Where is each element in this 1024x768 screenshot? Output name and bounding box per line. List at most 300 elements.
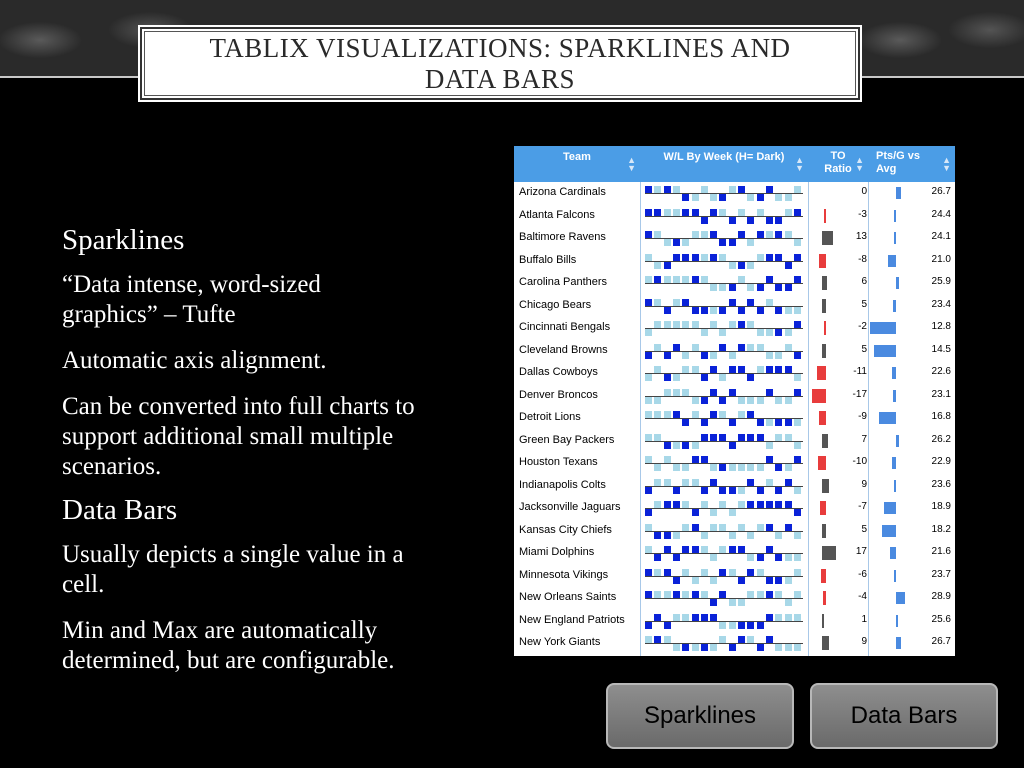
sparkline-mark — [747, 217, 754, 224]
sparkline-mark — [673, 276, 680, 283]
table-row — [514, 227, 955, 250]
team-name: New England Patriots — [519, 613, 625, 626]
sparkline-mark — [775, 464, 782, 471]
sparkline-mark — [766, 366, 773, 373]
sparkline-mark — [673, 614, 680, 621]
sparkline-mark — [729, 569, 736, 576]
sparkline-mark — [785, 397, 792, 404]
sparkline-mark — [766, 479, 773, 486]
to-ratio-value: 5 — [861, 523, 867, 535]
sparkline-mark — [766, 231, 773, 238]
winloss-sparkline — [645, 635, 803, 651]
pts-bar — [896, 435, 899, 447]
pts-bar — [896, 592, 905, 604]
sparkline-mark — [794, 352, 801, 359]
sparkline-mark — [729, 366, 736, 373]
to-ratio-bar — [822, 479, 829, 493]
sparkline-mark — [664, 389, 671, 396]
sparkline-mark — [775, 554, 782, 561]
sparkline-mark — [766, 186, 773, 193]
sparkline-mark — [673, 487, 680, 494]
sparkline-mark — [747, 532, 754, 539]
sparkline-mark — [645, 276, 652, 283]
sparkline-mark — [757, 209, 764, 216]
sparkline-mark — [710, 479, 717, 486]
sparkline-mark — [710, 577, 717, 584]
table-row — [514, 587, 955, 610]
sparkline-mark — [766, 456, 773, 463]
sparkline-mark — [710, 284, 717, 291]
databars-button[interactable]: Data Bars — [810, 683, 998, 749]
pts-value: 22.6 — [931, 366, 951, 377]
sparkline-mark — [738, 366, 745, 373]
team-name: Kansas City Chiefs — [519, 523, 612, 536]
sparkline-mark — [785, 599, 792, 606]
sparkline-mark — [747, 194, 754, 201]
to-ratio-bar — [812, 389, 826, 403]
team-name: New York Giants — [519, 636, 601, 648]
sparkline-mark — [710, 307, 717, 314]
sparkline-mark — [664, 374, 671, 381]
pts-bar — [874, 345, 896, 357]
sparkline-mark — [747, 434, 754, 441]
sparkline-mark — [775, 284, 782, 291]
team-name: Carolina Panthers — [519, 276, 608, 288]
team-name: Atlanta Falcons — [519, 208, 595, 221]
sparkline-mark — [738, 636, 745, 643]
winloss-sparkline — [645, 365, 803, 381]
pts-value: 25.9 — [931, 276, 951, 287]
sparkline-mark — [664, 569, 671, 576]
sparkline-mark — [794, 389, 801, 396]
sparkline-mark — [729, 239, 736, 246]
pts-bar — [893, 300, 896, 312]
header-to[interactable] — [808, 146, 868, 182]
sparkline-mark — [794, 186, 801, 193]
sparkline-mark — [682, 569, 689, 576]
table-row — [514, 362, 955, 385]
sparkline-mark — [664, 321, 671, 328]
sparkline-mark — [785, 577, 792, 584]
to-ratio-value: -8 — [858, 253, 867, 265]
pts-value: 23.6 — [931, 478, 951, 490]
sparkline-mark — [682, 614, 689, 621]
databars-single-value-text — [62, 540, 502, 600]
sparkline-mark — [794, 254, 801, 261]
sparkline-mark — [794, 591, 801, 598]
sparkline-mark — [673, 554, 680, 561]
sparkline-mark — [673, 186, 680, 193]
sparkline-mark — [664, 239, 671, 246]
sparkline-mark — [682, 546, 689, 553]
team-name: Dallas Cowboys — [519, 366, 598, 378]
sparkline-mark — [692, 209, 699, 216]
sparkline-mark — [654, 344, 661, 351]
sparkline-mark — [785, 209, 792, 216]
sparkline-mark — [757, 194, 764, 201]
sparkline-mark — [757, 284, 764, 291]
sparkline-mark — [785, 554, 792, 561]
sparkline-mark — [645, 569, 652, 576]
sparkline-mark — [719, 397, 726, 404]
to-ratio-value: 6 — [861, 276, 867, 287]
sparkline-mark — [775, 577, 782, 584]
sparkline-mark — [747, 344, 754, 351]
title-box — [138, 25, 862, 102]
sparkline-mark — [719, 464, 726, 471]
pts-bar — [896, 615, 898, 627]
pts-bar — [890, 547, 897, 559]
to-ratio-bar — [822, 276, 827, 290]
sparkline-mark — [747, 554, 754, 561]
team-name: Cincinnati Bengals — [519, 321, 611, 333]
team-name: Buffalo Bills — [519, 253, 577, 266]
to-ratio-bar — [822, 299, 826, 313]
to-ratio-bar — [824, 209, 826, 223]
header-wl[interactable] — [640, 146, 808, 182]
sparkline-mark — [757, 329, 764, 336]
sparkline-mark — [710, 524, 717, 531]
sparkline-mark — [701, 532, 708, 539]
sparkline-mark — [692, 366, 699, 373]
to-ratio-value: -7 — [858, 501, 867, 512]
to-ratio-bar — [823, 591, 826, 605]
sparkline-mark — [738, 344, 745, 351]
sparkline-mark — [645, 487, 652, 494]
sparkline-mark — [692, 231, 699, 238]
sparkline-mark — [664, 442, 671, 449]
sparkline-mark — [673, 389, 680, 396]
sparkline-mark — [654, 411, 661, 418]
sparkline-mark — [775, 644, 782, 651]
to-ratio-value: 5 — [861, 298, 867, 310]
sparkline-mark — [757, 554, 764, 561]
sparkline-mark — [719, 329, 726, 336]
team-name: Denver Broncos — [519, 388, 598, 401]
sparkline-mark — [701, 569, 708, 576]
sparkline-mark — [794, 307, 801, 314]
sparkline-mark — [794, 239, 801, 246]
sparkline-mark — [729, 442, 736, 449]
sparkline-mark — [710, 599, 717, 606]
sparkline-axis — [645, 598, 803, 599]
sparkline-mark — [785, 284, 792, 291]
sparkline-mark — [794, 442, 801, 449]
sparkline-mark — [719, 487, 726, 494]
table-row — [514, 182, 955, 205]
sparkline-mark — [692, 577, 699, 584]
sparkline-mark — [645, 299, 652, 306]
sparkline-axis — [645, 508, 803, 509]
sparkline-mark — [701, 546, 708, 553]
table-row — [514, 610, 955, 633]
sparkline-mark — [710, 254, 717, 261]
sparkline-mark — [664, 209, 671, 216]
sparkline-mark — [757, 366, 764, 373]
sparkline-mark — [692, 321, 699, 328]
sparkline-mark — [785, 644, 792, 651]
sparkline-mark — [673, 321, 680, 328]
sparkline-mark — [682, 419, 689, 426]
sparkline-mark — [747, 239, 754, 246]
sparkline-mark — [645, 209, 652, 216]
header-wl-label: W/L By Week (H= Dark) — [663, 151, 785, 163]
sparkline-mark — [673, 239, 680, 246]
pts-bar — [896, 277, 899, 289]
sparkline-mark — [701, 434, 708, 441]
pts-bar — [884, 502, 896, 514]
sparkline-mark — [747, 299, 754, 306]
to-ratio-value: -17 — [852, 388, 867, 400]
header-pts[interactable] — [868, 146, 955, 182]
pts-bar — [896, 187, 901, 199]
sparkline-mark — [692, 524, 699, 531]
sparkline-mark — [766, 299, 773, 306]
sparkline-mark — [682, 321, 689, 328]
pts-bar — [870, 322, 896, 334]
sparkline-mark — [673, 501, 680, 508]
sparkline-mark — [757, 622, 764, 629]
pts-bar — [882, 525, 896, 537]
sparkline-mark — [645, 546, 652, 553]
sparkline-mark — [692, 591, 699, 598]
sort-icon[interactable]: ▲ ▼ — [627, 155, 636, 173]
sparkline-mark — [729, 622, 736, 629]
sparklines-quote-line2: graphics” – Tufte — [62, 301, 236, 328]
sparkline-mark — [654, 299, 661, 306]
sparkline-mark — [682, 464, 689, 471]
sparkline-mark — [673, 577, 680, 584]
sparkline-mark — [654, 262, 661, 269]
team-name: Arizona Cardinals — [519, 186, 606, 198]
to-ratio-bar — [822, 524, 826, 538]
sparkline-mark — [701, 217, 708, 224]
sparkline-mark — [654, 532, 661, 539]
sparkline-mark — [766, 217, 773, 224]
sparkline-mark — [794, 554, 801, 561]
sparkline-mark — [673, 254, 680, 261]
sparkline-mark — [785, 231, 792, 238]
to-ratio-value: -9 — [858, 411, 867, 422]
sparkline-mark — [794, 487, 801, 494]
sparkline-mark — [719, 636, 726, 643]
sparklines-button[interactable]: Sparklines — [606, 683, 794, 749]
sparkline-mark — [719, 622, 726, 629]
sparkline-mark — [692, 344, 699, 351]
sparkline-mark — [673, 464, 680, 471]
sparkline-mark — [766, 419, 773, 426]
sparkline-mark — [664, 622, 671, 629]
pts-value: 21.0 — [931, 253, 951, 265]
sparkline-mark — [785, 262, 792, 269]
sparkline-mark — [757, 501, 764, 508]
sparkline-mark — [645, 397, 652, 404]
sparkline-mark — [719, 284, 726, 291]
header-team[interactable] — [514, 146, 640, 182]
sparkline-mark — [664, 456, 671, 463]
pts-value: 21.6 — [931, 546, 951, 557]
sparklines-heading: Sparklines — [62, 224, 185, 256]
sparkline-mark — [645, 352, 652, 359]
to-ratio-value: 9 — [861, 636, 867, 647]
to-ratio-bar — [822, 636, 829, 650]
sparkline-mark — [738, 209, 745, 216]
sparkline-mark — [785, 434, 792, 441]
header-to-line2: Ratio — [824, 163, 852, 175]
sparkline-mark — [692, 411, 699, 418]
pts-value: 25.6 — [931, 613, 951, 625]
to-ratio-value: -4 — [858, 591, 867, 602]
sort-icon[interactable]: ▲ ▼ — [942, 155, 951, 173]
winloss-sparkline — [645, 253, 803, 269]
sparkline-mark — [719, 254, 726, 261]
sparkline-mark — [654, 464, 661, 471]
sparkline-mark — [654, 276, 661, 283]
sparkline-mark — [645, 636, 652, 643]
sparkline-mark — [729, 419, 736, 426]
sparkline-mark — [710, 509, 717, 516]
table-header — [514, 146, 955, 182]
sparkline-mark — [757, 397, 764, 404]
sparkline-mark — [785, 524, 792, 531]
sparkline-mark — [757, 644, 764, 651]
sparkline-mark — [645, 456, 652, 463]
sparkline-mark — [766, 636, 773, 643]
sparkline-mark — [701, 352, 708, 359]
team-name: New Orleans Saints — [519, 591, 617, 603]
sparkline-mark — [682, 366, 689, 373]
sparkline-mark — [664, 186, 671, 193]
sparkline-mark — [664, 411, 671, 418]
sparkline-mark — [747, 321, 754, 328]
sparkline-mark — [757, 231, 764, 238]
sparkline-mark — [645, 186, 652, 193]
slide-title-line2: DATA BARS — [424, 64, 576, 94]
to-ratio-value: -2 — [858, 321, 867, 332]
sparkline-mark — [729, 644, 736, 651]
sparkline-mark — [673, 532, 680, 539]
sparkline-mark — [654, 321, 661, 328]
sparkline-mark — [692, 397, 699, 404]
sparklines-convert-text — [62, 392, 502, 482]
sparkline-mark — [701, 419, 708, 426]
winloss-sparkline — [645, 545, 803, 561]
sparkline-mark — [682, 644, 689, 651]
winloss-sparkline — [645, 275, 803, 291]
to-ratio-bar — [819, 254, 826, 268]
sparkline-mark — [775, 419, 782, 426]
sparkline-mark — [738, 546, 745, 553]
sparkline-mark — [701, 254, 708, 261]
sparkline-mark — [664, 501, 671, 508]
sparkline-mark — [645, 411, 652, 418]
sparkline-mark — [747, 591, 754, 598]
to-ratio-bar — [819, 411, 826, 425]
sparkline-mark — [719, 434, 726, 441]
databars-line3: Min and Max are automatically — [62, 617, 378, 644]
sparkline-mark — [654, 591, 661, 598]
sparkline-mark — [701, 186, 708, 193]
sort-icon[interactable]: ▲ ▼ — [795, 155, 804, 173]
sparkline-mark — [766, 501, 773, 508]
sparkline-mark — [785, 329, 792, 336]
sparklines-convert-line3: scenarios. — [62, 453, 162, 480]
pts-bar — [894, 232, 896, 244]
sparkline-mark — [785, 344, 792, 351]
sparkline-mark — [664, 479, 671, 486]
sparkline-mark — [645, 329, 652, 336]
sparkline-mark — [701, 307, 708, 314]
sparkline-mark — [654, 366, 661, 373]
sparkline-mark — [766, 524, 773, 531]
winloss-sparkline — [645, 208, 803, 224]
sparkline-mark — [738, 186, 745, 193]
sparkline-mark — [775, 254, 782, 261]
sparklines-quote-line1: “Data intense, word-sized — [62, 271, 321, 298]
sparkline-mark — [710, 644, 717, 651]
sparkline-mark — [701, 614, 708, 621]
sparkline-mark — [775, 532, 782, 539]
sparkline-mark — [757, 344, 764, 351]
table-row — [514, 317, 955, 340]
pts-bar — [888, 255, 896, 267]
sparkline-mark — [775, 366, 782, 373]
sparkline-mark — [757, 591, 764, 598]
team-name: Houston Texans — [519, 456, 598, 468]
sparkline-mark — [673, 344, 680, 351]
sparkline-mark — [785, 194, 792, 201]
sparkline-mark — [682, 524, 689, 531]
sparkline-mark — [729, 532, 736, 539]
to-ratio-bar — [822, 344, 826, 358]
sparkline-mark — [785, 479, 792, 486]
sparkline-mark — [757, 464, 764, 471]
sparkline-mark — [729, 464, 736, 471]
sparkline-mark — [757, 307, 764, 314]
sparkline-mark — [645, 374, 652, 381]
sparkline-mark — [710, 209, 717, 216]
sparkline-mark — [738, 622, 745, 629]
sparkline-mark — [654, 636, 661, 643]
pts-bar — [879, 412, 896, 424]
sparkline-mark — [738, 524, 745, 531]
sparkline-mark — [738, 231, 745, 238]
pts-bar — [893, 390, 896, 402]
sparkline-mark — [738, 434, 745, 441]
sparkline-mark — [775, 591, 782, 598]
pts-value: 28.9 — [931, 591, 951, 602]
winloss-sparkline — [645, 590, 803, 606]
sparkline-mark — [654, 479, 661, 486]
sort-icon[interactable]: ▲ ▼ — [855, 155, 864, 173]
sparkline-mark — [794, 209, 801, 216]
sparkline-mark — [794, 644, 801, 651]
sparkline-mark — [701, 397, 708, 404]
header-pts-line2: Avg — [876, 163, 897, 175]
pts-value: 18.9 — [931, 501, 951, 512]
sparkline-mark — [664, 532, 671, 539]
sparkline-mark — [794, 569, 801, 576]
databars-line2: cell. — [62, 571, 105, 598]
sparkline-mark — [645, 434, 652, 441]
slide-title — [140, 33, 860, 95]
sparkline-mark — [664, 591, 671, 598]
winloss-sparkline — [645, 410, 803, 426]
sparkline-mark — [757, 524, 764, 531]
table-row — [514, 250, 955, 273]
sparkline-mark — [785, 366, 792, 373]
sparkline-mark — [710, 411, 717, 418]
